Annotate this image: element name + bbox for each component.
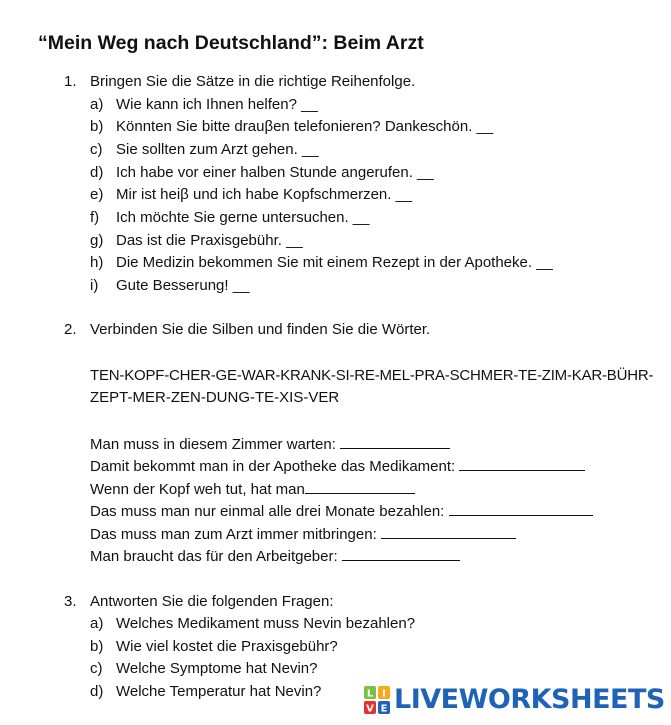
q2-sentence-4 — [90, 501, 593, 520]
q1-item-letter: e) — [90, 186, 104, 203]
q1-item-text: Ich habe vor einer halben Stunde angerufen. __ — [116, 164, 434, 181]
question-3-instruction: Antworten Sie die folgenden Fragen: — [90, 593, 334, 610]
q2-sentence-5 — [90, 524, 516, 543]
answer-blank[interactable] — [305, 479, 415, 494]
q3-item-letter: b) — [90, 638, 104, 655]
q3-item-letter: d) — [90, 683, 104, 700]
answer-blank[interactable] — [340, 434, 450, 449]
q1-item-letter: d) — [90, 164, 104, 181]
q2-sentence-2 — [90, 456, 585, 475]
logo-letter: I — [382, 688, 386, 700]
q3-item-text: Welches Medikament muss Nevin bezahlen? — [116, 615, 416, 632]
answer-blank[interactable] — [342, 546, 460, 561]
q2-sentence-text: Wenn der Kopf weh tut, hat man — [90, 481, 305, 498]
q1-item-text: Gute Besserung! __ — [116, 277, 250, 294]
q2-sentence-text: Damit bekommt man in der Apotheke das Medikament: — [90, 458, 460, 475]
answer-blank[interactable] — [381, 524, 516, 539]
question-3-number: 3. — [64, 593, 77, 610]
q1-item-text: Das ist die Praxisgebühr. __ — [116, 232, 303, 249]
worksheet-title: “Mein Weg nach Deutschland”: Beim Arzt — [38, 32, 424, 54]
logo-letter: E — [380, 703, 388, 714]
q1-item-text: Ich möchte Sie gerne untersuchen. __ — [116, 209, 370, 226]
q1-item-letter: g) — [90, 232, 104, 249]
q2-sentence-6 — [90, 546, 460, 565]
q1-item-letter: a) — [90, 96, 104, 113]
q2-sentence-text: Das muss man nur einmal alle drei Monate bezahlen: — [90, 503, 449, 520]
syllables-line-2: ZEPT-MER-ZEN-DUNG-TE-XIS-VER — [90, 389, 340, 406]
syllables-line-1: TEN-KOPF-CHER-GE-WAR-KRANK-SI-RE-MEL-PRA-SCHMER-TE-ZIM-KAR-BÜHR- — [90, 367, 654, 384]
logo-letter: V — [366, 703, 374, 714]
logo-letter: L — [366, 688, 374, 700]
question-1-instruction: Bringen Sie die Sätze in die richtige Reihenfolge. — [90, 73, 416, 90]
q2-sentence-1 — [90, 434, 450, 453]
q3-item-text: Welche Temperatur hat Nevin? — [116, 683, 322, 700]
q2-sentence-text: Man muss in diesem Zimmer warten: — [90, 436, 341, 453]
q1-item-letter: h) — [90, 254, 104, 271]
q1-item-text: Die Medizin bekommen Sie mit einem Rezept in der Apotheke. __ — [116, 254, 553, 271]
q3-item-text: Welche Symptome hat Nevin? — [116, 660, 318, 677]
q3-item-letter: a) — [90, 615, 104, 632]
live-blocks-icon — [364, 686, 390, 714]
q1-item-letter: i) — [90, 277, 99, 294]
q1-item-text: Wie kann ich Ihnen helfen? __ — [116, 96, 318, 113]
q3-item-letter: c) — [90, 660, 103, 677]
q2-sentence-3 — [90, 479, 415, 498]
q1-item-letter: c) — [90, 141, 103, 158]
q1-item-text: Könnten Sie bitte drauβen telefonieren? Dankeschön. __ — [116, 118, 494, 135]
answer-blank[interactable] — [459, 456, 585, 471]
q1-item-letter: f) — [90, 209, 100, 226]
q2-sentence-text: Das muss man zum Arzt immer mitbringen: — [90, 526, 381, 543]
q1-item-letter: b) — [90, 118, 104, 135]
liveworksheets-logo — [364, 683, 664, 717]
q1-item-text: Sie sollten zum Arzt gehen. __ — [116, 141, 319, 158]
question-2-instruction: Verbinden Sie die Silben und finden Sie die Wörter. — [90, 321, 431, 338]
question-2-number: 2. — [64, 321, 77, 338]
q3-item-text: Wie viel kostet die Praxisgebühr? — [116, 638, 338, 655]
q2-sentence-text: Man braucht das für den Arbeitgeber: — [90, 548, 342, 565]
logo-wordmark: LIVEWORKSHEETS — [394, 684, 665, 715]
answer-blank[interactable] — [449, 501, 593, 516]
question-1-number: 1. — [64, 73, 77, 90]
q1-item-text: Mir ist heiβ und ich habe Kopfschmerzen. __ — [116, 186, 413, 203]
